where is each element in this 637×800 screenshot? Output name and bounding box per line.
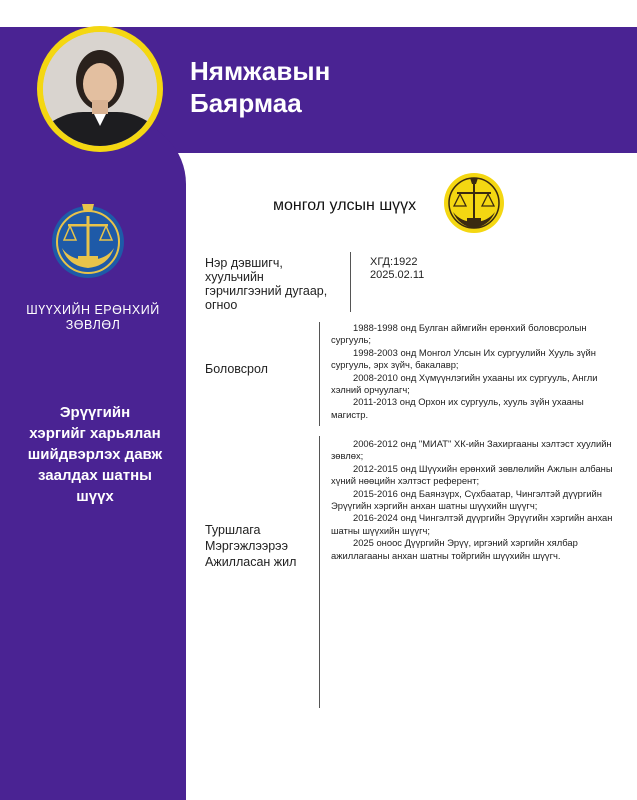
experience-item: 2016-2024 онд Чингэлтэй дүүргийн Эрүүгийн хэргийн анхан шатны шүүхийн шүүгч; [331,512,613,536]
experience-label-line: Туршлага [205,523,261,537]
position-line: Эрүүгийн [59,404,131,421]
experience-label [205,522,296,570]
court-seal-icon [443,172,505,234]
council-label [18,303,168,333]
certificate-date: 2025.02.11 [370,269,425,281]
education-item: 2011-2013 онд Орхон их сургууль, хууль зүйн ухааны магистр. [331,396,584,420]
portrait-icon [43,32,157,146]
experience-list [331,438,627,562]
rank-label-line: гэрчилгээний дугаар, [205,284,328,298]
rank-label-line: Нэр дэвшигч, [205,256,283,270]
rank-label-line: хуульчийн [205,270,264,284]
rank-label [205,256,345,312]
education-item: 2008-2010 онд Хүмүүнлэгийн ухааны их сургууль, Англи хэлний орчуулагч; [331,371,598,396]
rank-label-line: огноо [205,298,238,312]
position-line: шийдвэрлэх давж [27,446,163,463]
position-line: заалдах шатны [38,467,152,484]
position-line: шүүх [76,488,114,505]
court-title: монгол улсын шүүх [273,197,417,214]
experience-item: 2006-2012 онд "МИАТ" ХК-ийн Захиргааны хэлтэст хуулийн зөвлөх; [331,438,612,462]
candidate-name-line1: Нямжавын [190,56,331,86]
education-item: 1998-2003 онд Монгол Улсын Их сургуулийн Хууль зүйн сургууль, эрх зүйч, бакалавр; [331,346,596,371]
portrait-photo [43,32,157,146]
experience-label-line: Ажилласан жил [205,555,297,569]
council-emblem-icon [50,200,126,282]
certificate-number: ХГД:1922 [370,256,418,268]
experience-item: 2025 оноос Дүүргийн Эрүү, иргэний хэргийн хялбар ажиллагааны анхан шатны тойргийн шүүхийн шүүгч. [331,537,578,561]
candidate-name-line2: Баярмаа [190,88,302,118]
position-line: хэргийг харьялан [29,425,161,442]
education-divider [319,322,320,426]
experience-item: 2015-2016 онд Баянзүрх, Сүхбаатар, Чингэлтэй дүүргийн Эрүүгийн хэргийн анхан шатны шүүхийн шүүгч; [331,487,602,512]
education-list [331,322,621,421]
court-position [10,402,180,507]
education-label: Боловсрол [205,362,268,376]
rank-divider [350,252,351,312]
experience-label-line: Мэргэжлээрээ [205,539,288,553]
council-label-line1: ШҮҮХИЙН ЕРӨНХИЙ [26,303,160,317]
council-label-line2: ЗӨВЛӨЛ [65,318,121,332]
experience-item: 2012-2015 онд Шүүхийн ерөнхий зөвлөлийн Ажлын албаны хүний нөөцийн хэлтэст референт; [331,462,613,487]
education-item: 1988-1998 онд Булган аймгийн ерөнхий боловсролын сургууль; [331,322,587,346]
experience-divider [319,436,320,708]
